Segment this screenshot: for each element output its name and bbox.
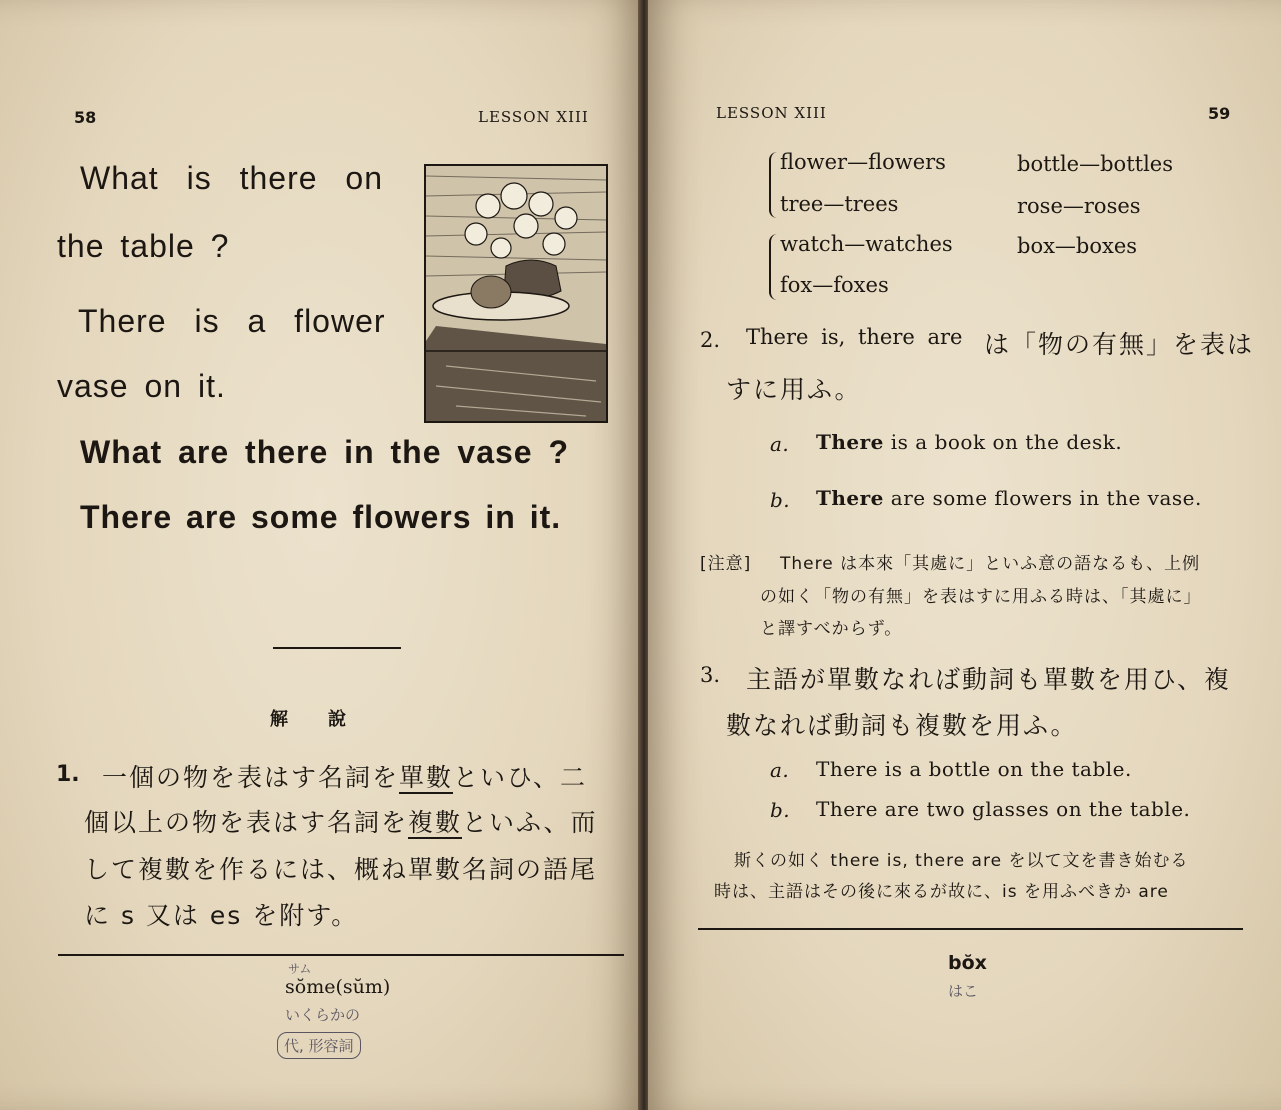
running-head-right: LESSON XIII: [716, 104, 827, 122]
note-2-number: 2.: [700, 328, 721, 352]
page-number-right: 59: [1208, 104, 1231, 123]
example-2a: There is a book on the desk.: [816, 430, 1123, 454]
example-3a-label: a.: [770, 758, 790, 782]
question-1a: What is there on: [80, 160, 383, 196]
caution-label: [注意]: [700, 554, 752, 574]
brace-1: [769, 152, 779, 218]
handwritten-note-d: はこ: [948, 982, 979, 1000]
note-3-comment-line2: 時は、主語はその後に來るが故に、is を用ふべきか are: [714, 882, 1169, 902]
note-3-line2: 數なれば動詞も複數を用ふ。: [726, 711, 1078, 740]
footnote-left-pronunciation: sŏme(sŭm): [285, 976, 391, 998]
plural-bottle: bottle—bottles: [1017, 152, 1173, 176]
note-3-line1: 主語が單數なれば動詞も單數を用ひ、複: [746, 665, 1232, 694]
section-divider: [273, 647, 401, 649]
note-2-japanese: は「物の有無」を表は: [984, 330, 1255, 359]
note-1-line1: 一個の物を表はす名詞を單數といひ、二: [102, 763, 588, 792]
example-2b: There are some flowers in the vase.: [816, 486, 1202, 510]
caution-line2: の如く「物の有無」を表はすに用ふる時は、「其處に」: [760, 587, 1202, 607]
answer-1b: vase on it.: [57, 368, 226, 404]
note-2-english: There is, there are: [746, 325, 963, 349]
plural-flower: flower—flowers: [780, 150, 946, 174]
footnote-rule-left: [58, 954, 624, 956]
running-head-left: LESSON XIII: [478, 108, 589, 126]
footnote-rule-right: [698, 928, 1243, 930]
caution-line3: と譯すべからず。: [760, 619, 903, 639]
example-3a: There is a bottle on the table.: [816, 757, 1132, 781]
example-2a-label: a.: [770, 432, 790, 456]
note-1-line4: に s 又は es を附す。: [84, 901, 359, 930]
example-3b: There are two glasses on the table.: [816, 797, 1191, 821]
note-3-comment-line1: 斯くの如く there is, there are を以て文を書き始むる: [734, 851, 1189, 871]
commentary-heading: 解說: [270, 709, 386, 730]
plural-box: box—boxes: [1017, 234, 1138, 258]
question-1b: the table ?: [57, 228, 230, 264]
plural-fox: fox—foxes: [780, 273, 889, 297]
question-2: What are there in the vase ?: [80, 434, 570, 470]
note-1-line3: して複數を作るには、概ね單數名詞の語尾: [84, 855, 598, 884]
flower-vase-illustration: [424, 164, 608, 423]
handwritten-note-b: いくらかの: [285, 1006, 361, 1024]
plural-tree: tree—trees: [780, 192, 899, 216]
note-2-line2: すに用ふ。: [726, 375, 862, 404]
plural-watch: watch—watches: [780, 232, 953, 256]
right-page: [648, 0, 1281, 1110]
caution-line1: There は本來「其處に」といふ意の語なるも、上例: [780, 554, 1201, 574]
answer-1a: There is a flower: [78, 303, 386, 339]
page-number-left: 58: [74, 108, 97, 127]
left-page: [0, 0, 640, 1110]
example-2b-label: b.: [770, 488, 791, 512]
answer-2: There are some flowers in it.: [80, 499, 562, 535]
brace-2: [769, 234, 779, 300]
plural-rose: rose—roses: [1017, 194, 1141, 218]
handwritten-note-c: 代, 形容詞: [277, 1032, 361, 1059]
note-1-number: 1.: [56, 762, 80, 787]
note-1-line2: 個以上の物を表はす名詞を複數といふ、而: [84, 808, 598, 837]
note-3-number: 3.: [700, 663, 721, 687]
handwritten-note-a: サム: [288, 962, 312, 976]
footnote-right-box: bŏx: [948, 952, 987, 974]
example-3b-label: b.: [770, 798, 791, 822]
